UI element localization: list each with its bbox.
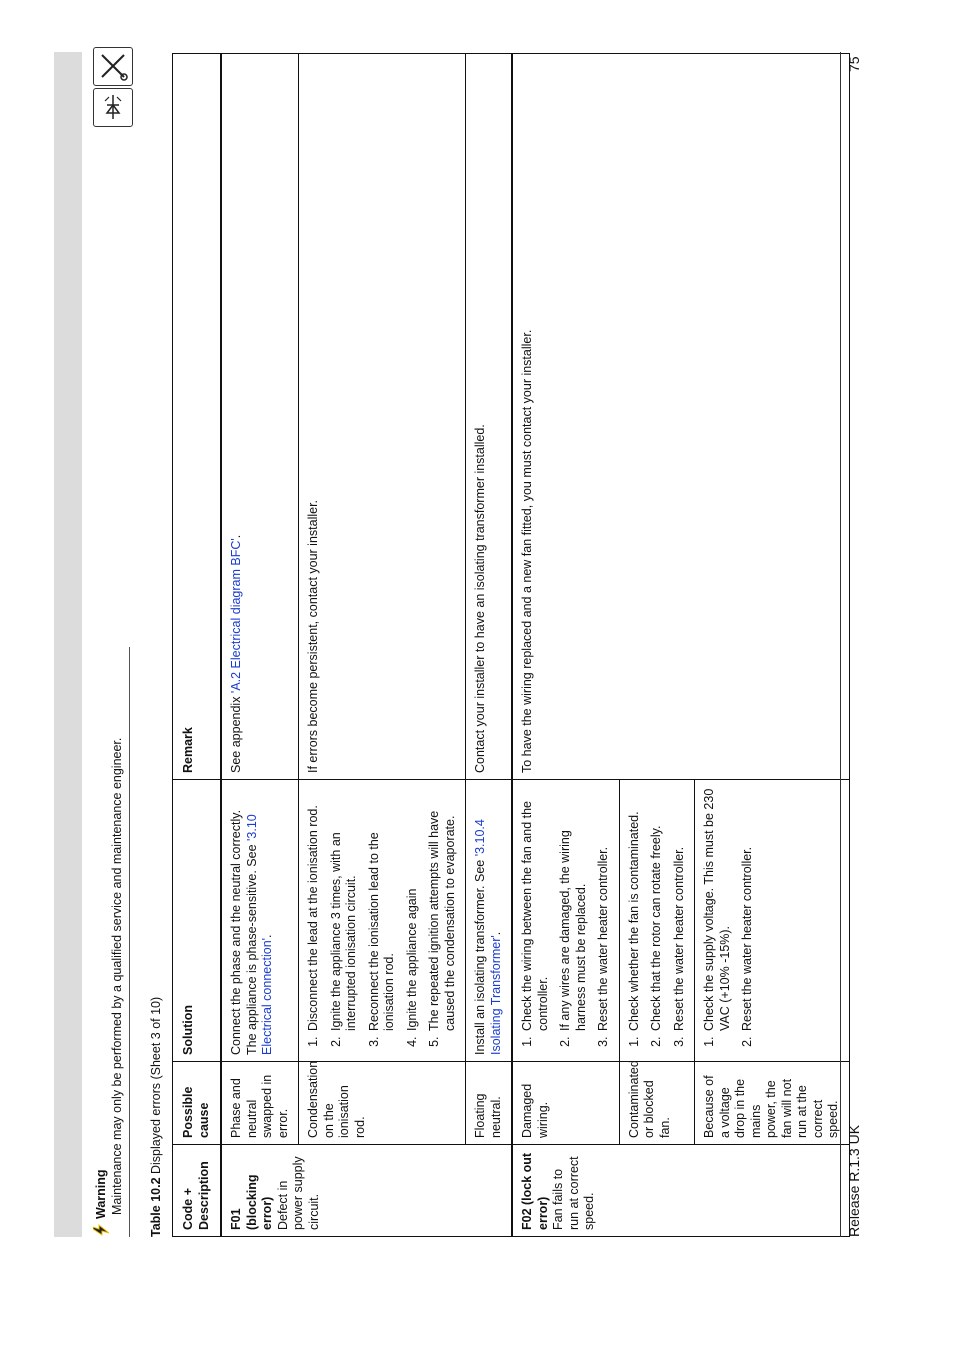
list-item: 4. Ignite the appliance again bbox=[405, 786, 421, 1033]
list-item: 5. The repeated ignition attempts will have caused the condensation to evaporate. bbox=[427, 786, 458, 1033]
link-electrical-connection[interactable]: '3.10 Electrical connection' bbox=[244, 814, 274, 1055]
list-item: 1. Check the supply voltage. This must be 230 VAC (+10% -15%). bbox=[702, 786, 733, 1033]
list-item: 2. Check that the rotor can rotate freely. bbox=[649, 786, 665, 1033]
f02-solution-2-steps bbox=[627, 786, 688, 1055]
f01-code-cell bbox=[221, 1145, 512, 1237]
link-isolating-transformer[interactable]: '3.10.4 Isolating Transformer' bbox=[473, 819, 503, 1055]
f01-code: F01 (blocking error) bbox=[229, 1174, 274, 1230]
f01-remark-1 bbox=[221, 54, 299, 780]
warning-title-row bbox=[93, 647, 109, 1237]
f01-solution-1-text: Connect the phase and the neutral correctly. The appliance is phase-sensitive. See bbox=[229, 809, 259, 1055]
f02-cause-3: Because of a voltage drop in the mains power, the fan will not run at the correct speed. bbox=[695, 1062, 850, 1145]
list-item: 3. Reconnect the ionisation lead to the ionisation rod. bbox=[367, 786, 398, 1033]
f01-solution-1 bbox=[221, 780, 299, 1062]
f01-solution-1-end: . bbox=[260, 934, 274, 938]
list-item: 1. Disconnect the lead at the ionisation rod. bbox=[306, 786, 322, 1033]
f02-solution-2 bbox=[619, 780, 695, 1062]
f01-description: Defect in power supply circuit. bbox=[275, 1156, 321, 1230]
f01-solution-2 bbox=[299, 780, 466, 1062]
f01-remark-2: If errors become persistent, contact your installer. bbox=[299, 54, 466, 780]
list-item: 1. Check the wiring between the fan and the controller. bbox=[520, 786, 551, 1033]
rotated-page-content bbox=[85, 52, 840, 1237]
list-item: 3. Reset the water heater controller. bbox=[596, 786, 612, 1033]
f01-cause-3: Floating neutral. bbox=[466, 1062, 513, 1145]
table-row-f01-2 bbox=[299, 54, 466, 1237]
f01-cause-2: Condensation on the ionisation rod. bbox=[299, 1062, 466, 1145]
warning-box bbox=[93, 647, 130, 1237]
table-row-f01-3 bbox=[466, 54, 513, 1237]
warning-message: Maintenance may only be performed by a qualified service and maintenance engineer. bbox=[110, 737, 124, 1215]
f02-cause-2: Contaminated or blocked fan. bbox=[619, 1062, 695, 1145]
link-electrical-diagram-bfc[interactable]: 'A.2 Electrical diagram BFC' bbox=[229, 538, 243, 694]
table-caption bbox=[149, 997, 163, 1237]
header-possible-cause: Possible cause bbox=[173, 1062, 222, 1145]
f02-cause-1: Damaged wiring. bbox=[512, 1062, 619, 1145]
table-caption-text: Displayed errors (Sheet 3 of 10) bbox=[149, 996, 163, 1178]
page-number: 75 bbox=[846, 56, 862, 72]
list-item: 3. Reset the water heater controller. bbox=[672, 786, 688, 1033]
list-item: 2. Reset the water heater controller. bbox=[740, 786, 756, 1033]
f01-remark-1-text: See appendix bbox=[229, 693, 243, 773]
f01-solution-3 bbox=[466, 780, 513, 1062]
displayed-errors-table bbox=[172, 53, 850, 1237]
f02-solution-3 bbox=[695, 780, 850, 1062]
tools-wrench-screwdriver-icon bbox=[93, 47, 133, 86]
release-label: Release R.1.3 UK bbox=[846, 1124, 862, 1237]
f02-description: Fan fails to run at correct speed. bbox=[551, 1156, 596, 1230]
f01-remark-3: Contact your installer to have an isolating transformer installed. bbox=[466, 54, 513, 780]
f02-solution-1-steps bbox=[520, 786, 612, 1055]
f01-solution-3-text: Install an isolating transformer. See bbox=[473, 856, 487, 1055]
f02-remark: To have the wiring replaced and a new fan fitted, you must contact your installer. bbox=[512, 54, 849, 780]
f01-solution-3-end: . bbox=[488, 931, 503, 936]
table-header-row bbox=[173, 54, 222, 1237]
f02-solution-1 bbox=[512, 780, 619, 1062]
side-band bbox=[54, 52, 82, 1237]
f02-code: F02 (lock out error) bbox=[520, 1152, 550, 1230]
list-item: 1. Check whether the fan is contaminated. bbox=[627, 786, 643, 1033]
lightning-warning-icon bbox=[93, 1223, 109, 1237]
list-item: 2. Ignite the appliance 3 times, with an interrupted ionisation circuit. bbox=[329, 786, 360, 1033]
f01-remark-1-end: . bbox=[229, 534, 243, 539]
header-remark: Remark bbox=[173, 54, 222, 780]
header-code-description: Code + Description bbox=[173, 1145, 222, 1237]
footer-divider bbox=[840, 52, 841, 1237]
header-solution: Solution bbox=[173, 780, 222, 1062]
table-row-f02-1 bbox=[512, 54, 619, 1237]
f02-code-cell bbox=[512, 1145, 849, 1237]
f01-cause-1: Phase and neutral swapped in error. bbox=[221, 1062, 299, 1145]
table-caption-label: Table 10.2 bbox=[149, 1177, 163, 1237]
electrical-symbol-icon bbox=[93, 88, 133, 127]
f02-solution-3-steps bbox=[702, 786, 756, 1055]
f01-solution-2-steps bbox=[306, 786, 458, 1055]
warning-title: Warning bbox=[94, 1169, 108, 1219]
service-icons bbox=[93, 47, 135, 127]
table-row-f01-1 bbox=[221, 54, 299, 1237]
list-item: 2. If any wires are damaged, the wiring harness must be replaced. bbox=[558, 786, 589, 1033]
